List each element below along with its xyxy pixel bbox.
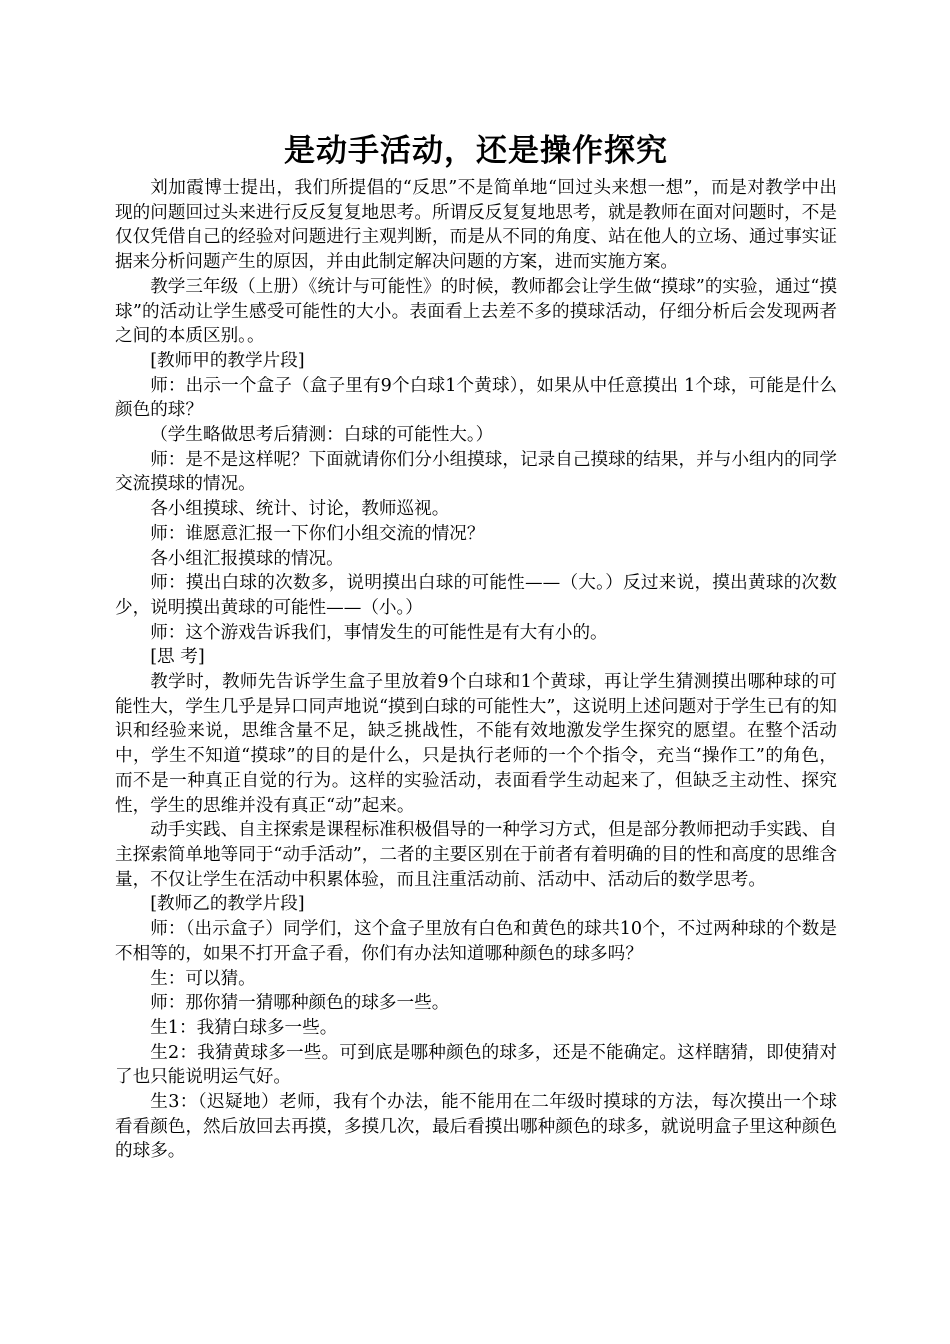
- paragraph: 生1：我猜白球多一些。: [150, 1017, 338, 1038]
- paragraph: 师：这个游戏告诉我们，事情发生的可能性是有大有小的。: [150, 622, 608, 643]
- section-heading-reflection: [思 考]: [150, 647, 205, 668]
- document-page: [115, 128, 837, 1164]
- paragraph: 各小组汇报摸球的情况。: [150, 548, 344, 569]
- document-body: [115, 176, 837, 1164]
- paragraph: 师：出示一个盒子（盒子里有9个白球1个黄球），如果从中任意摸出 1个球，可能是什么颜色的球？: [115, 375, 837, 421]
- document-title: 是动手活动，还是操作探究: [284, 133, 668, 169]
- paragraph: 动手实践、自主探索是课程标准积极倡导的一种学习方式，但是部分教师把动手实践、自主探索简单地等同于“动手活动”，二者的主要区别在于前者有着明确的目的性和高度的思维含量，不仅让学生在活动中积累体验，而且注重活动前、活动中、活动后的数学思考。: [115, 820, 837, 890]
- paragraph: （学生略做思考后猜测：白球的可能性大。）: [150, 425, 494, 446]
- paragraph: 生：可以猜。: [150, 968, 256, 989]
- paragraph: 教学三年级（上册）《统计与可能性》的时候，教师都会让学生做“摸球”的实验，通过“摸球”的活动让学生感受可能性的大小。表面看上去差不多的摸球活动，仔细分析后会发现两者之间的本质区别。。: [115, 276, 837, 347]
- paragraph: 生3：（迟疑地）老师，我有个办法，能不能用在二年级时摸球的方法，每次摸出一个球看看颜色，然后放回去再摸，多摸几次，最后看摸出哪种颜色的球多，就说明盒子里这种颜色的球多。: [115, 1092, 837, 1162]
- paragraph: 刘加霞博士提出，我们所提倡的“反思”不是简单地“回过头来想一想”，而是对教学中出现的问题回过头来进行反反复复地思考。所谓反反复复地思考，就是教师在面对问题时，不是仅仅凭借自己的经验对问题进行主观判断，而是从不同的角度、站在他人的立场、通过事实证据来分析问题产生的原因，并由此制定解决问题的方案，进而实施方案。: [115, 178, 837, 273]
- section-heading-teacher-b: [教师乙的教学片段]: [150, 894, 305, 915]
- paragraph: 各小组摸球、统计、讨论，教师巡视。: [150, 499, 450, 520]
- section-heading-teacher-a: [教师甲的教学片段]: [150, 350, 305, 371]
- paragraph: 教学时，教师先告诉学生盒子里放着9个白球和1个黄球，再让学生猜测摸出哪种球的可能性大，学生几乎是异口同声地说“摸到白球的可能性大”，这说明上述问题对于学生已有的知识和经验来说，思维含量不足，缺乏挑战性，不能有效地激发学生探究的愿望。在整个活动中，学生不知道“摸球”的目的是什么，只是执行老师的一个个指令，充当“操作工”的角色，而不是一种真正自觉的行为。这样的实验活动，表面看学生动起来了，但缺乏主动性、探究性，学生的思维并没有真正“动”起来。: [115, 672, 837, 816]
- paragraph: 师：谁愿意汇报一下你们小组交流的情况？: [150, 523, 485, 544]
- paragraph: 师：摸出白球的次数多，说明摸出白球的可能性——（大。）反过来说，摸出黄球的次数少，说明摸出黄球的可能性——（小。）: [115, 573, 837, 618]
- paragraph: 师：是不是这样呢？下面就请你们分小组摸球，记录自己摸球的结果，并与小组内的同学交流摸球的情况。: [115, 449, 837, 495]
- paragraph: 师：那你猜一猜哪种颜色的球多一些。: [150, 993, 450, 1014]
- paragraph: 师：（出示盒子）同学们，这个盒子里放有白色和黄色的球共10个，不过两种球的个数是不相等的，如果不打开盒子看，你们有办法知道哪种颜色的球多吗？: [115, 919, 837, 964]
- paragraph: 生2：我猜黄球多一些。可到底是哪种颜色的球多，还是不能确定。这样瞎猜，即使猜对了也只能说明运气好。: [115, 1042, 837, 1088]
